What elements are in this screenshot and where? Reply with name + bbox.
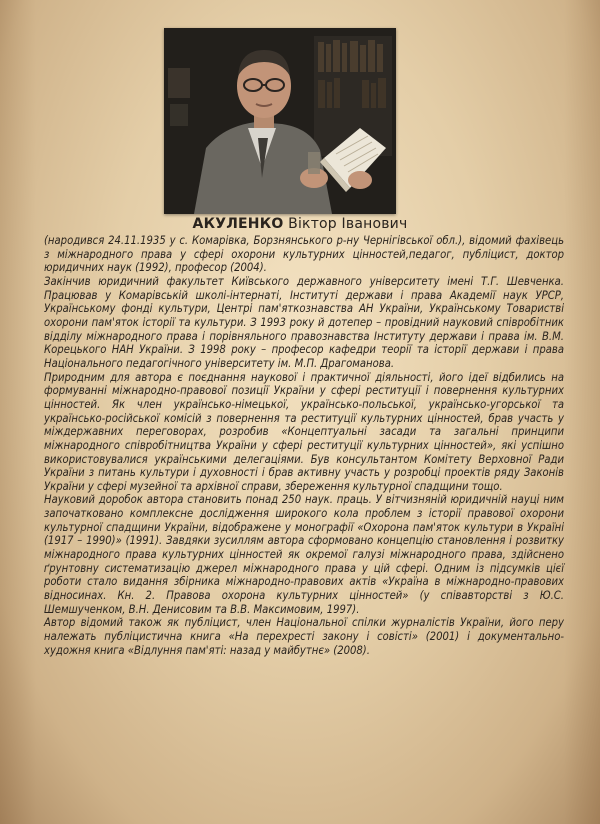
author-surname: АКУЛЕНКО <box>192 216 284 232</box>
author-given-names: Віктор Іванович <box>288 216 408 232</box>
bio-paragraph-publicist: Автор відомий також як публіцист, член Національної спілки журналістів України, його перу належать публіцистична книга «На перехресті закону і совісті» (2001) і документально-художня книга «Відлуння пам'яті: назад у майбутнє» (2008). <box>44 616 564 657</box>
bio-paragraph-research: Науковий доробок автора становить понад 250 наук. праць. У вітчизняній юридичній науці ним започатковано комплексне дослідження широкого кола проблем з історії правової охорони культурної спадщини України, відображене у монографії «Охорона пам'яток культури в Україні (1917 – 1990)» (1991). Завдяки зусиллям автора сформовано концепцію становлення і розвитку міжнародного права культурних цінностей як окремої галузі міжнародного права, здійснено ґрунтовну систематизацію джерел міжнародного права у цій сфері. Одним із підсумків цієї роботи стало видання збірника міжнародно-правових актів «Україна в міжнародно-правових відносинах. Кн. 2. Правова охорона культурних цінностей» (у співавторстві з Ю.С. Шемшученком, В.Н. Денисовим та В.В. Максимовим, 1997). <box>44 493 564 616</box>
bio-paragraph-career: Закінчив юридичний факультет Київського державного університету імені Т.Г. Шевченка. Працював у Комарівській школі-інтернаті, Інституті держави і права Академії наук УРСР, Українському фонді культури, Центрі пам'яткознавства АН України, Українському Товаристві охорони пам'яток історії та культури. З 1993 року й дотепер – провідний науковий співробітник відділу міжнародного права і порівняльного правознавства Інституту держави і права ім. В.М. Корецького НАН України. З 1998 року – професор кафедри теорії та історії держави і права Національного педагогічного університету ім. М.П. Драгоманова. <box>44 274 564 370</box>
bio-paragraph-intro: (народився 24.11.1935 у с. Комарівка, Борзнянського р-ну Чернігівської обл.), відомий фахівець з міжнародного права у сфері охорони культурних цінностей,педагог, публіцист, доктор юридичних наук (1992), професор (2004). <box>44 234 564 275</box>
bio-paragraph-practice: Природним для автора є поєднання наукової і практичної діяльності, його ідеї відбились на формуванні міжнародно-правової позиції України у сфері реституції і повернення культурних цінностей. Як член українсько-німецької, українсько-польської, українсько-угорської та українсько-російської комісій з повернення та реституції культурних цінностей, брав участь у міждержавних переговорах, розробив «Концептуальні засади та загальні принципи міжнародного співробітництва України у сфері реституції культурних цінностей», які успішно використовувалися українськими делегаціями. Був консультантом Комітету Верховної Ради України з питань культури і духовності і брав активну участь у розробці проектів ряду Законів України у сфері музейної та архівної справи, збереження культурної спадщини тощо. <box>44 370 564 493</box>
author-name-heading <box>0 216 600 232</box>
author-portrait-photo <box>164 28 396 214</box>
portrait-illustration <box>164 28 396 214</box>
biography-text <box>44 234 564 657</box>
